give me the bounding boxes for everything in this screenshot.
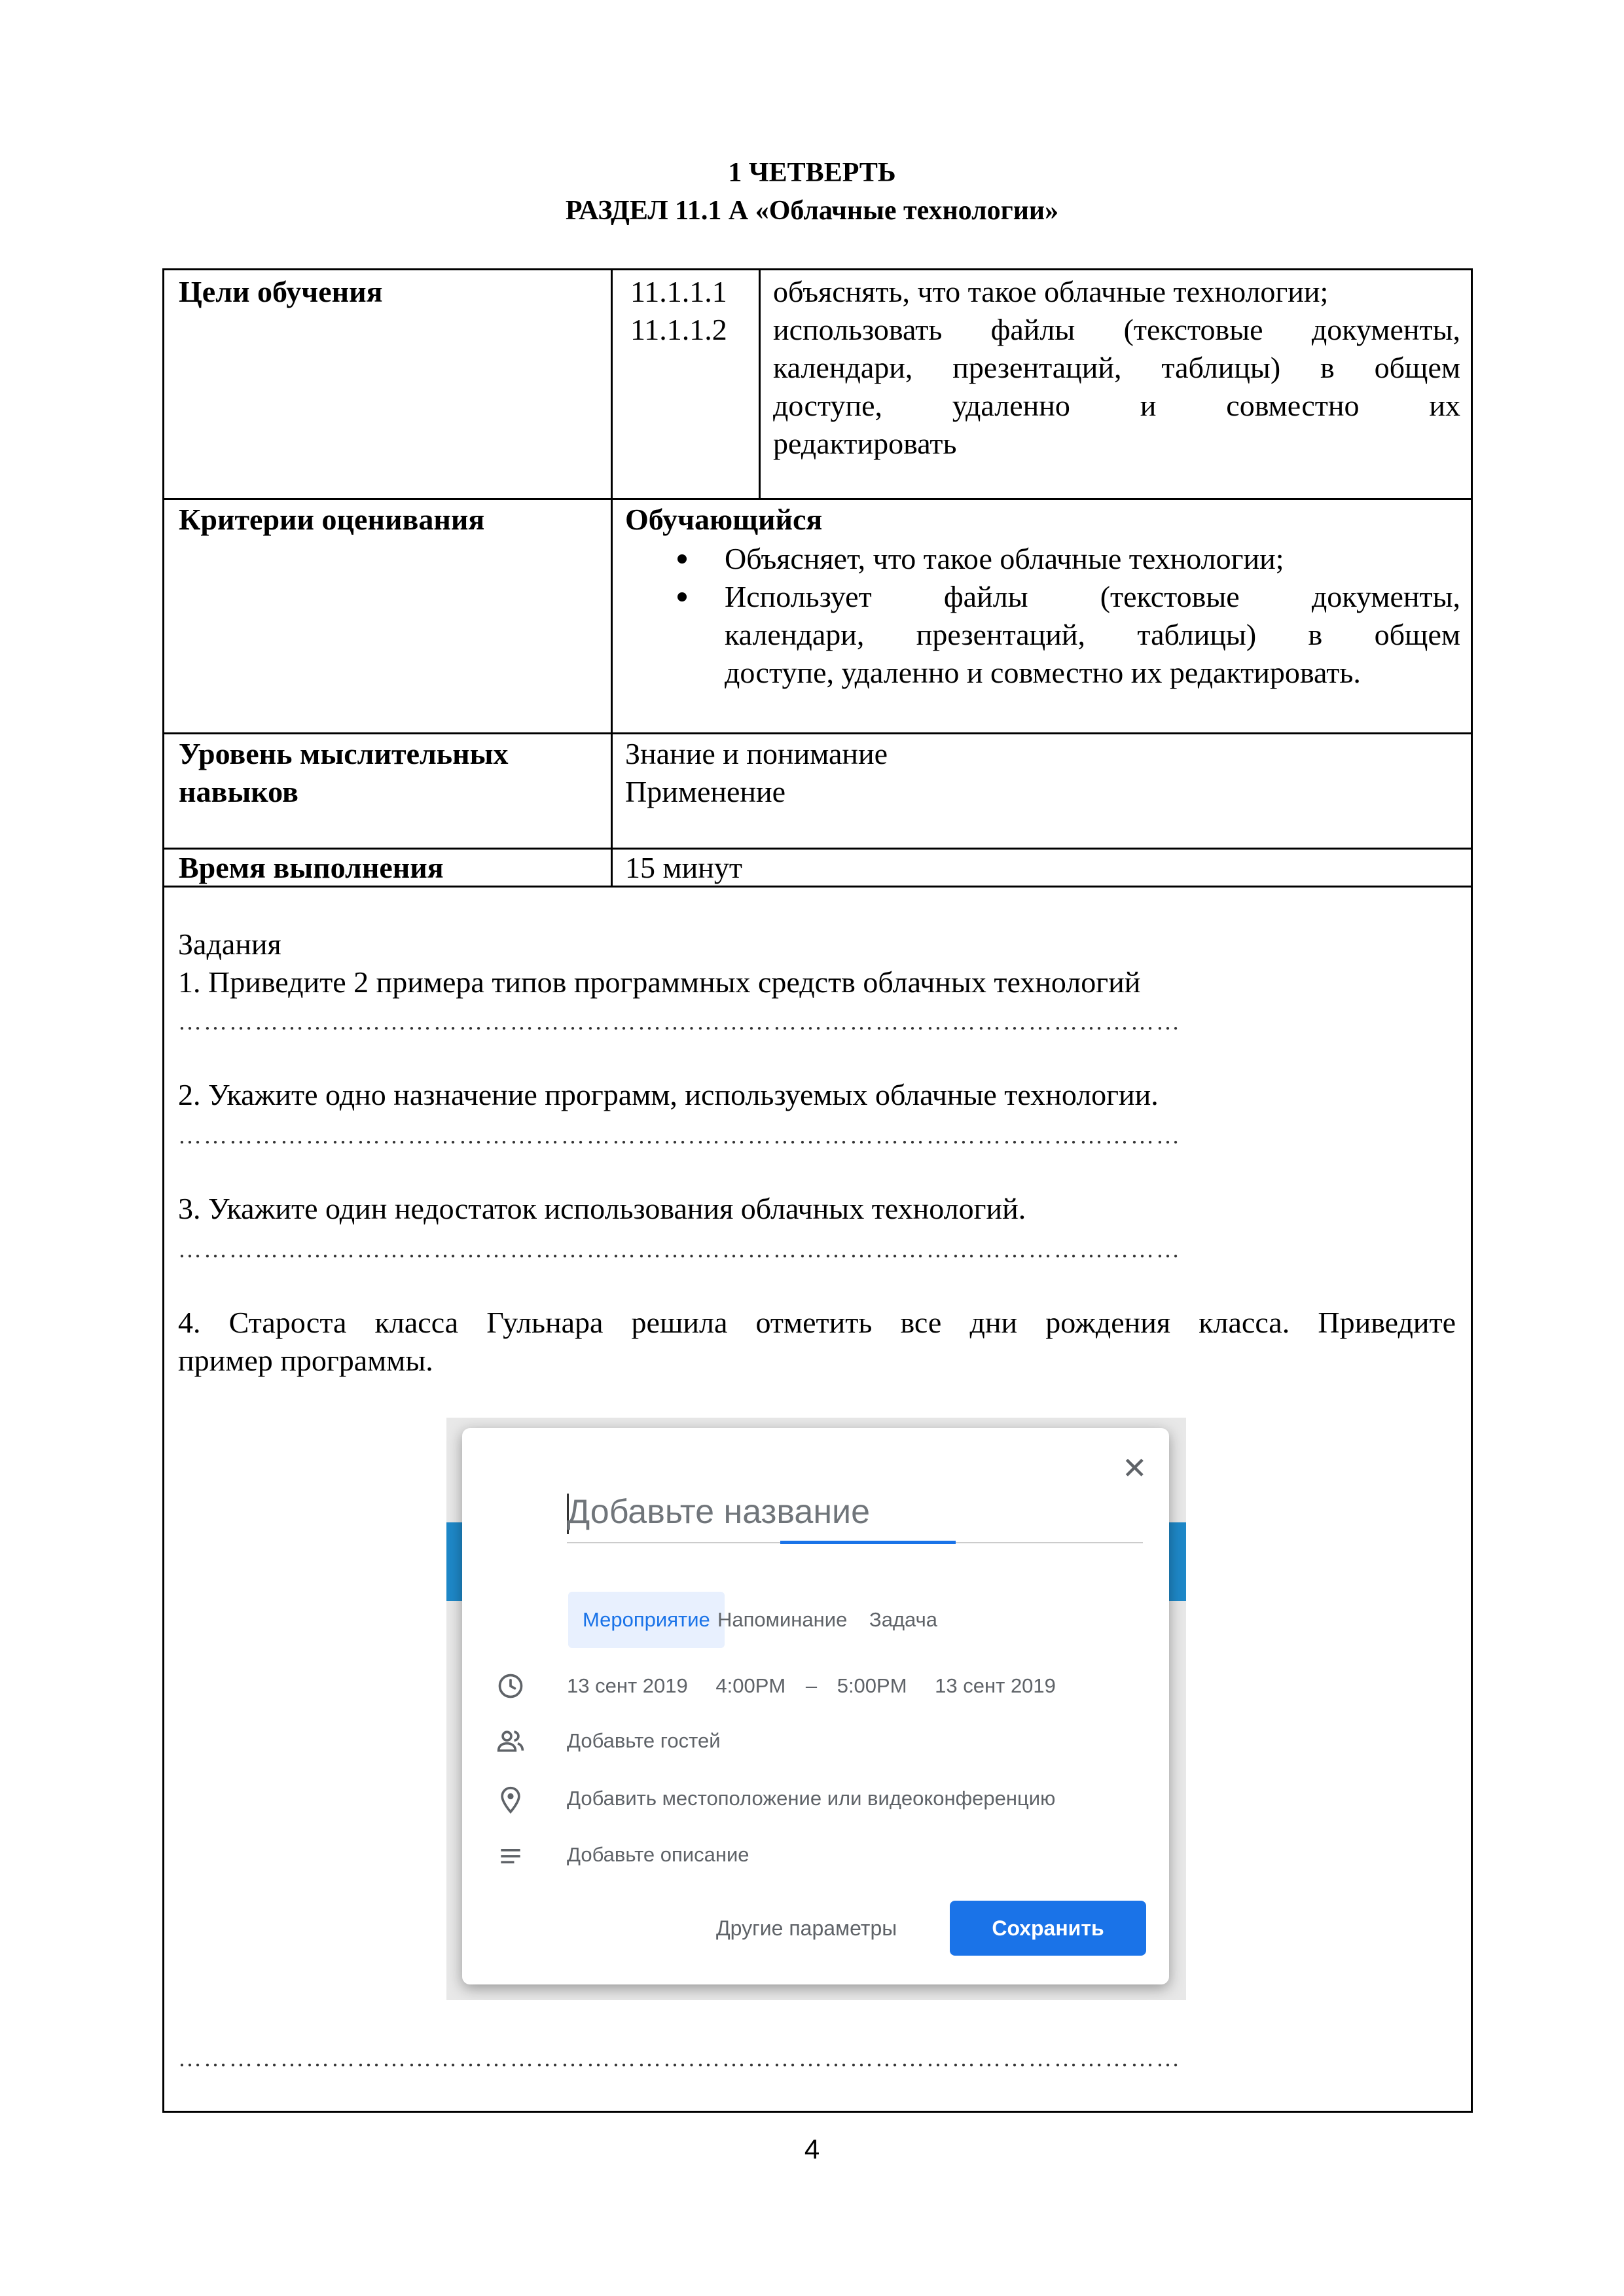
- event-dialog: [462, 1428, 1169, 1984]
- bullet-icon: [677, 592, 687, 601]
- criteria-heading: Обучающийся: [625, 503, 823, 536]
- time-label: Время выполнения: [179, 851, 444, 884]
- skills-value: Применение: [625, 775, 786, 808]
- tasks-heading: Задания: [178, 927, 281, 961]
- task-item: 1. Приведите 2 примера типов программных средств облачных технологий: [178, 965, 1141, 999]
- background-bar: [1166, 1522, 1186, 1601]
- goal-code: 11.1.1.2: [630, 313, 727, 346]
- calendar-screenshot: [446, 1418, 1186, 2000]
- table-divider: [611, 270, 613, 886]
- task-item: 3. Укажите один недостаток использования облачных технологий.: [178, 1192, 1026, 1225]
- section-title: РАЗДЕЛ 11.1 А «Облачные технологии»: [565, 196, 1059, 226]
- task-item: 2. Укажите одно назначение программ, используемых облачные технологии.: [178, 1078, 1159, 1111]
- criteria-list: [725, 540, 1460, 692]
- answer-line[interactable]: …………………………………………………….…………………………………………………: [178, 1009, 1182, 1035]
- event-datetime[interactable]: [567, 1674, 1056, 1698]
- location-pin-icon: [496, 1785, 525, 1814]
- add-description[interactable]: Добавьте описание: [567, 1843, 749, 1866]
- tab-task[interactable]: Задача: [869, 1608, 938, 1631]
- input-focus-underline: [780, 1541, 956, 1544]
- criteria-label: Критерии оценивания: [179, 503, 485, 536]
- skills-label: навыков: [179, 775, 298, 808]
- task-item-continuation: пример программы.: [178, 1344, 433, 1377]
- goal-line: объяснять, что такое облачные технологии;: [773, 275, 1329, 308]
- page-number: 4: [804, 2134, 820, 2164]
- bullet-icon: [677, 554, 687, 564]
- start-date[interactable]: 13 сент 2019: [567, 1674, 688, 1697]
- end-time[interactable]: 5:00PM: [837, 1674, 907, 1697]
- answer-line[interactable]: …………………………………………………….…………………………………………………: [178, 1236, 1182, 1263]
- add-location[interactable]: Добавить местоположение или видеоконференцию: [567, 1787, 1056, 1810]
- list-item-continuation: календари, презентаций, таблицы) в общем: [725, 618, 1460, 651]
- save-button[interactable]: Сохранить: [950, 1901, 1146, 1956]
- goal-line: использовать файлы (текстовые документы,: [773, 313, 1460, 346]
- goals-label: Цели обучения: [179, 275, 383, 308]
- goal-line: календари, презентаций, таблицы) в общем: [773, 351, 1460, 384]
- close-icon[interactable]: ✕: [1122, 1451, 1147, 1485]
- task-item: 4. Староста класса Гульнара решила отметить все дни рождения класса. Приведите: [178, 1306, 1456, 1339]
- quarter-title: 1 ЧЕТВЕРТЬ: [728, 158, 896, 188]
- clock-icon: [496, 1672, 525, 1700]
- answer-line[interactable]: …………………………………………………….…………………………………………………: [178, 2045, 1182, 2072]
- skills-label: Уровень мыслительных: [179, 737, 509, 770]
- table-divider: [164, 498, 1471, 500]
- goal-code: 11.1.1.1: [630, 275, 727, 308]
- tab-event[interactable]: Мероприятие: [568, 1592, 725, 1648]
- tab-reminder[interactable]: Напоминание: [717, 1608, 848, 1631]
- time-value: 15 минут: [625, 851, 742, 884]
- goal-line: редактировать: [773, 427, 957, 460]
- end-date[interactable]: 13 сент 2019: [935, 1674, 1056, 1697]
- add-guests[interactable]: Добавьте гостей: [567, 1729, 721, 1752]
- list-item-continuation: доступе, удаленно и совместно их редактировать.: [725, 656, 1361, 689]
- answer-line[interactable]: …………………………………………………….…………………………………………………: [178, 1122, 1182, 1149]
- table-divider: [164, 732, 1471, 734]
- guests-icon: [496, 1727, 525, 1755]
- skills-value: Знание и понимание: [625, 737, 888, 770]
- description-icon: [496, 1842, 525, 1871]
- event-title-input[interactable]: Добавьте название: [567, 1493, 871, 1531]
- time-dash: –: [805, 1674, 818, 1697]
- start-time[interactable]: 4:00PM: [715, 1674, 786, 1697]
- list-item: Использует файлы (текстовые документы,: [725, 578, 1460, 616]
- list-item: Объясняет, что такое облачные технологии;: [725, 540, 1460, 578]
- more-options-button[interactable]: Другие параметры: [716, 1916, 897, 1940]
- goal-line: доступе, удаленно и совместно их: [773, 389, 1460, 422]
- table-divider: [759, 270, 761, 498]
